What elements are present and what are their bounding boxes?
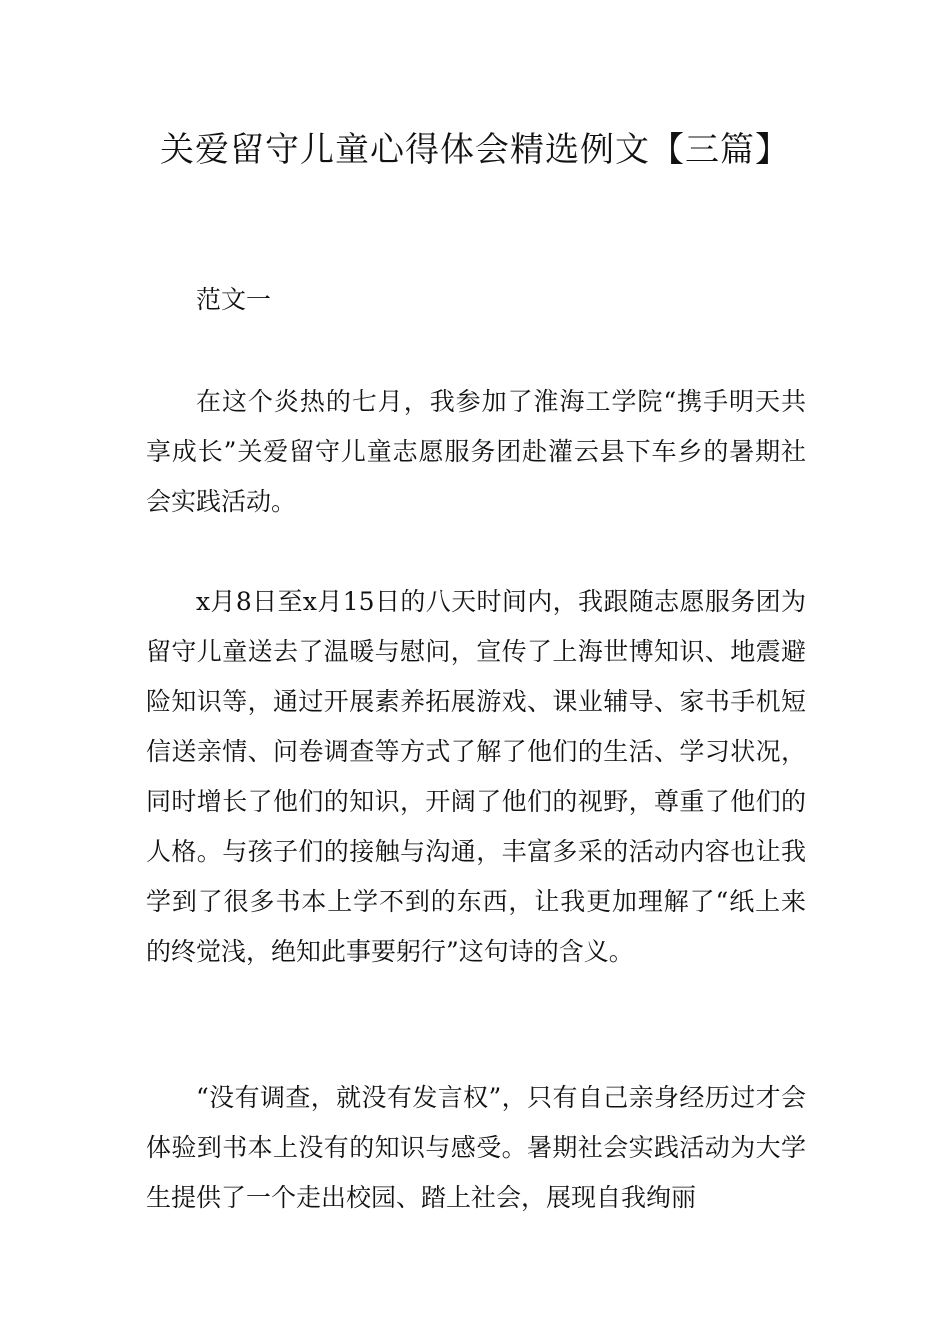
section-label: 范文一 (196, 285, 272, 314)
paragraph-2: x月8日至x月15日的八天时间内，我跟随志愿服务团为留守儿童送去了温暖与慰问，宣传了上海世博知识、地震避险知识等，通过开展素养拓展游戏、课业辅导、家书手机短信送亲情、问卷调查等方式了解了他们的生活、学习状况，同时增长了他们的知识，开阔了他们的视野，尊重了他们的人格。与孩子们的接触与沟通，丰富多采的活动内容也让我学到了很多书本上学不到的东西，让我更加理解了“纸上来的终觉浅，绝知此事要躬行”这句诗的含义。 (146, 587, 806, 966)
paragraph-3: “没有调查，就没有发言权”，只有自己亲身经历过才会体验到书本上没有的知识与感受。暑期社会实践活动为大学生提供了一个走出校园、踏上社会，展现自我绚丽 (146, 1083, 806, 1212)
document-title: 关爱留守儿童心得体会精选例文【三篇】 (160, 130, 790, 170)
paragraph-1: 在这个炎热的七月，我参加了淮海工学院“携手明天共享成长”关爱留守儿童志愿服务团赴灌云县下车乡的暑期社会实践活动。 (146, 387, 806, 516)
